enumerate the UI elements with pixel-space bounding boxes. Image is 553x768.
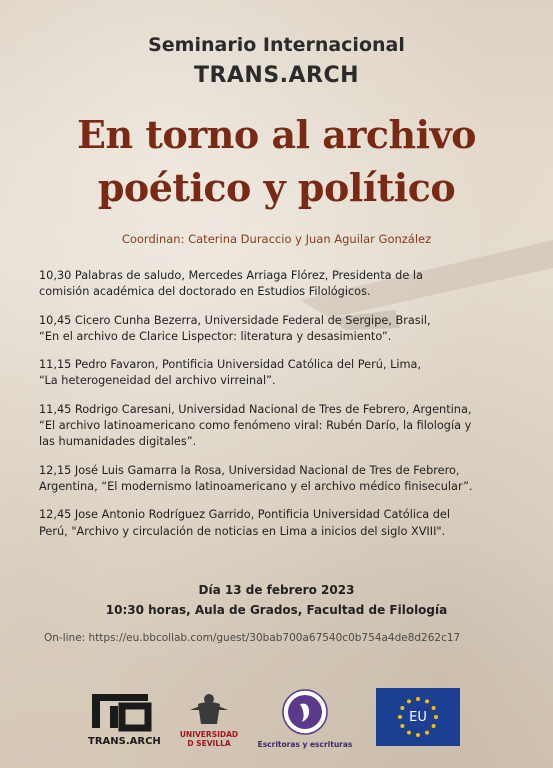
transarch-mark-icon <box>88 692 152 732</box>
title-line-2: poético y político <box>97 165 456 210</box>
title-line-1: En torno al archivo <box>77 112 476 157</box>
sevilla-crest-icon <box>178 690 240 726</box>
transarch-logo <box>88 692 161 750</box>
program-item: 11,15 Pedro Favaron, Pontificia Universidad Católica del Perú, Lima, “La heterogeneidad del archivo virreinal”. <box>39 358 422 388</box>
sevilla-label-1: UNIVERSIDAD <box>179 730 239 739</box>
escritoras-label: Escritoras y escrituras <box>257 740 353 749</box>
program-item: 11,45 Rodrigo Caresani, Universidad Nacional de Tres de Febrero, Argentina, “El archivo latinoamericano como fenómeno viral: Rubén Darío, la filología y las humanidades digitales”. <box>39 402 472 449</box>
sevilla-logo <box>178 690 240 752</box>
program-item: 10,30 Palabras de saludo, Mercedes Arriaga Flórez, Presidenta de la comisión académica del doctorado en Estudios Filológicos. <box>39 269 423 299</box>
event-venue: 10:30 horas, Aula de Grados, Facultad de Filología <box>105 603 448 617</box>
seminar-brand: TRANS.ARCH <box>193 63 360 88</box>
escritoras-emblem-icon <box>256 688 354 736</box>
program-list <box>39 268 539 552</box>
escritoras-logo <box>256 688 354 750</box>
program-item: 12,45 Jose Antonio Rodríguez Garrido, Pontificia Universidad Católica del Perú, "Archivo y circulación de noticias en Lima a inicios del siglo XVIII". <box>39 508 450 538</box>
sevilla-label-2: D SEVILLA <box>187 739 231 748</box>
online-link[interactable]: On-line: https://eu.bbcollab.com/guest/30bab700a67540c0b754a4de8d262c17 <box>44 632 461 644</box>
coordinators: Coordinan: Caterina Duraccio y Juan Aguilar González <box>121 232 432 246</box>
eu-flag <box>376 688 460 746</box>
program-item: 10,45 Cicero Cunha Bezerra, Universidade Federal de Sergipe, Brasil, “En el archivo de Clarice Lispector: literatura y desasimiento”. <box>39 313 431 343</box>
program-item: 12,15 José Luis Gamarra la Rosa, Universidad Nacional de Tres de Febrero, Argentina, “El modernismo latinoamericano y el archivo médico finisecular”. <box>39 463 473 493</box>
seminar-series: Seminario Internacional <box>148 34 405 56</box>
transarch-label: TRANS.ARCH <box>88 736 161 747</box>
logo-row <box>0 688 553 758</box>
eu-label: EU <box>409 710 427 725</box>
event-date: Día 13 de febrero 2023 <box>198 583 355 597</box>
